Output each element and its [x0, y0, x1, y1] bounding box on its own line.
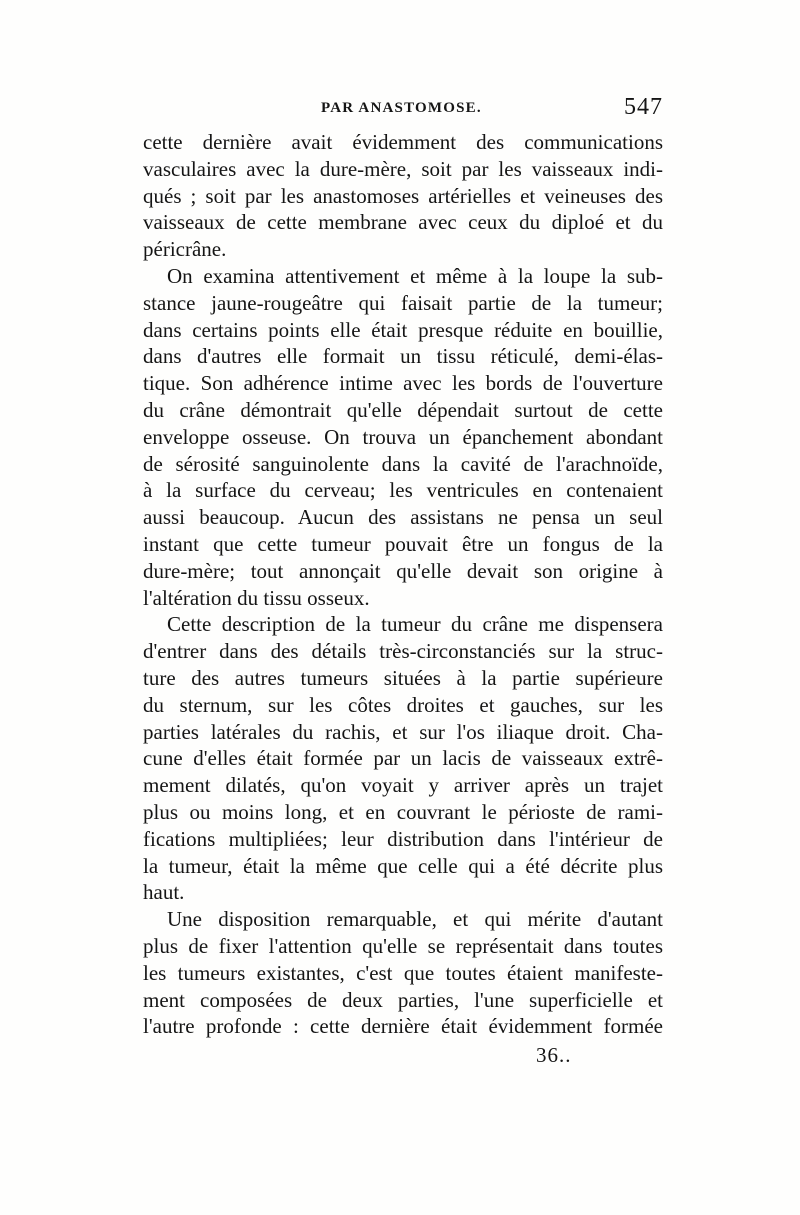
text-line: du crâne démontrait qu'elle dépendait surtout de cette [143, 397, 663, 422]
text-line: Cette description de la tumeur du crâne me dispensera [167, 612, 663, 637]
text-line: de sérosité sanguinolente dans la cavité de l'arachnoïde, [143, 451, 663, 476]
text-line: fications multipliées; leur distribution dans l'intérieur de [143, 826, 663, 851]
text-line: enveloppe osseuse. On trouva un épanchement abondant [143, 424, 663, 449]
text-line: la tumeur, était la même que celle qui a été décrite plus [143, 853, 663, 878]
signature-mark: 36.. [536, 1043, 572, 1067]
text-line: haut. [143, 880, 185, 905]
text-line: d'entrer dans des détails très-circonstanciés sur la struc- [143, 639, 663, 664]
page-header [143, 94, 663, 128]
text-line: à la surface du cerveau; les ventricules en contenaient [143, 478, 663, 503]
text-line: On examina attentivement et même à la loupe la sub- [167, 263, 663, 288]
text-line: parties latérales du rachis, et sur l'os iliaque droit. Cha- [143, 719, 663, 744]
text-line: l'autre profonde : cette dernière était évidemment formée [143, 1014, 663, 1039]
text-line: péricrâne. [143, 237, 227, 262]
text-line: vaisseaux de cette membrane avec ceux du diploé et du [143, 210, 663, 235]
text-line: dure-mère; tout annonçait qu'elle devait son origine à [143, 558, 663, 583]
text-line: plus de fixer l'attention qu'elle se représentait dans toutes [143, 933, 663, 958]
text-line: les tumeurs existantes, c'est que toutes étaient manifeste- [143, 960, 663, 985]
page-number: 547 [624, 94, 663, 120]
text-line: mement dilatés, qu'on voyait y arriver après un trajet [143, 773, 663, 798]
running-title: PAR ANASTOMOSE. [321, 100, 482, 116]
text-line: du sternum, sur les côtes droites et gauches, sur les [143, 692, 663, 717]
text-line: qués ; soit par les anastomoses artérielles et veineuses des [143, 183, 663, 208]
text-line: plus ou moins long, et en couvrant le périoste de rami- [143, 799, 663, 824]
text-line: tique. Son adhérence intime avec les bords de l'ouverture [143, 371, 663, 396]
text-line: stance jaune-rougeâtre qui faisait partie de la tumeur; [143, 290, 663, 315]
text-line: ture des autres tumeurs situées à la partie supérieure [143, 665, 663, 690]
text-line: cette dernière avait évidemment des communications [143, 130, 663, 154]
body-text [143, 129, 663, 1040]
text-line: Une disposition remarquable, et qui mérite d'autant [167, 907, 663, 932]
text-line: vasculaires avec la dure-mère, soit par les vaisseaux indi- [143, 156, 663, 181]
text-line: dans certains points elle était presque réduite en bouillie, [143, 317, 663, 342]
text-line: cune d'elles était formée par un lacis de vaisseaux extrê- [143, 746, 663, 771]
text-line: ment composées de deux parties, l'une superficielle et [143, 987, 663, 1012]
text-line: instant que cette tumeur pouvait être un fongus de la [143, 531, 663, 556]
text-line: aussi beaucoup. Aucun des assistans ne pensa un seul [143, 505, 663, 530]
text-line: l'altération du tissu osseux. [143, 585, 370, 610]
text-line: dans d'autres elle formait un tissu réticulé, demi-élas- [143, 344, 663, 369]
